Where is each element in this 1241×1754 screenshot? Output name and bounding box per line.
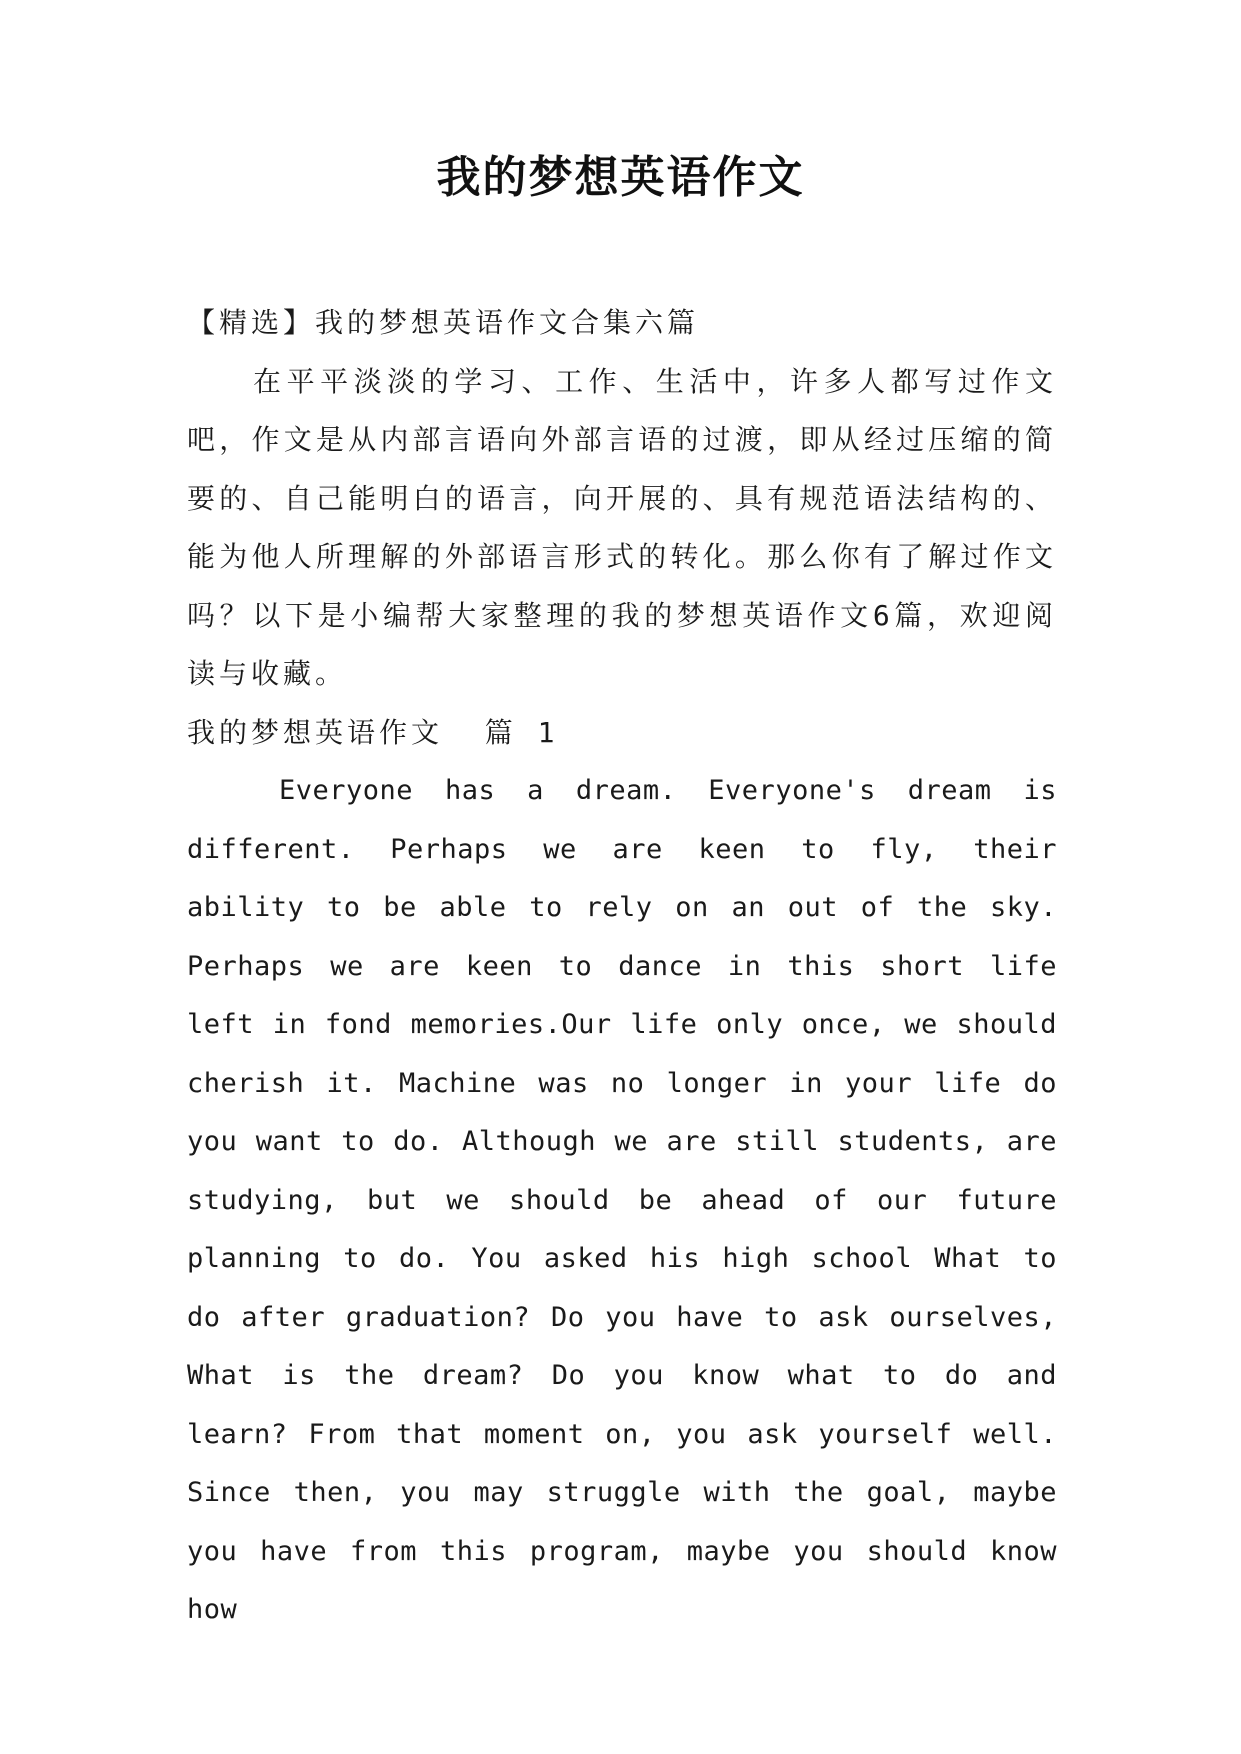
section-heading: 我的梦想英语作文 篇 1 [187, 715, 559, 749]
document-title: 我的梦想英语作文 [436, 152, 805, 203]
intro-paragraph: 在平平淡淡的学习、工作、生活中，许多人都写过作文吧，作文是从内部言语向外部言语的过渡，即从经过压缩的简要的、自己能明白的语言，向开展的、具有规范语法结构的、能为他人所理解的外部语言形式的转化。那么你有了解过作文吗？以下是小编帮大家整理的我的梦想英语作文6篇，欢迎阅读与收藏。 [187, 364, 1057, 690]
document-body [187, 294, 1057, 1640]
lead-heading: 【精选】我的梦想英语作文合集六篇 [187, 306, 700, 339]
section-body: Everyone has a dream. Everyone's dream is different. Perhaps we are keen to fly, their ability to be able to rely on an out of the sky. Perhaps we are keen to dance in this short life left in fond memories.Our life only once, we should cherish it. Machine was no longer in your life do you want to do. Although we are still students, are studying, but we should be ahead of our future planning to do. You asked his high school What to do after graduation? Do you have to ask ourselves, What is the dream? Do you know what to do and learn? From that moment on, you ask yourself well. Since then, you may struggle with the goal, maybe you have from this program, maybe you should know how [187, 775, 1057, 1625]
